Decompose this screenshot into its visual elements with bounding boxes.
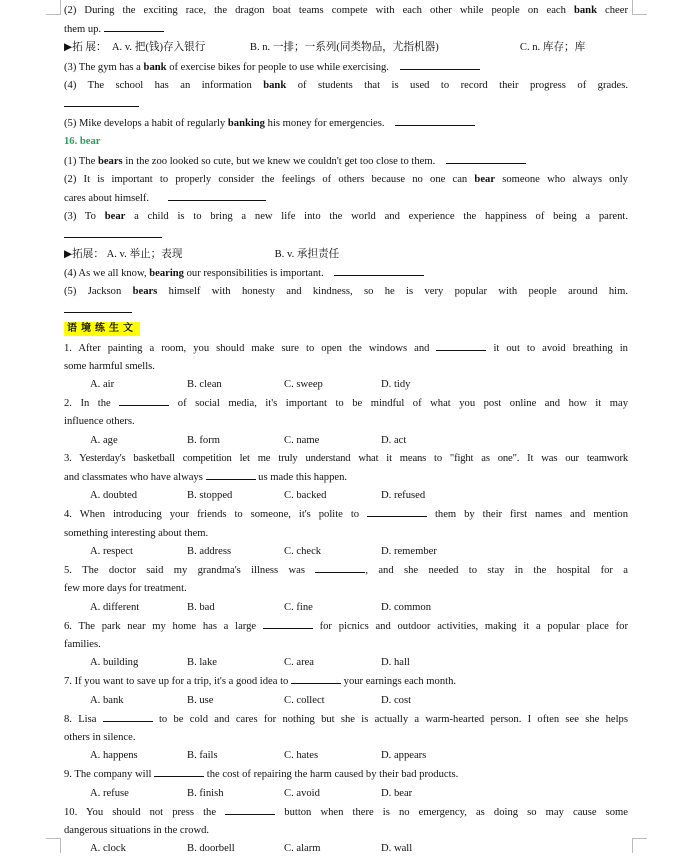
bear-sentence-3-cont: [64, 226, 628, 245]
crop-mark-top-left: [46, 0, 61, 15]
option-d[interactable]: D. cost: [381, 694, 412, 706]
option-c[interactable]: C. avoid: [284, 787, 320, 799]
option-b[interactable]: B. form: [187, 434, 220, 446]
option-a[interactable]: A. different: [90, 601, 140, 613]
answer-blank[interactable]: [64, 226, 162, 238]
option-b[interactable]: B. fails: [187, 750, 218, 762]
question-7: 7. If you want to save up for a trip, it's a good idea to your earnings each month. A. bank B. use C. collect D. cost: [64, 672, 628, 709]
option-d[interactable]: D. tidy: [381, 379, 411, 391]
option-c[interactable]: C. alarm: [284, 843, 321, 855]
option-d[interactable]: D. bear: [381, 787, 413, 799]
crop-mark-bottom-left: [46, 838, 61, 853]
option-a[interactable]: A. clock: [90, 843, 126, 855]
option-b[interactable]: B. use: [187, 694, 214, 706]
option-d[interactable]: D. act: [381, 434, 407, 446]
option-b[interactable]: B. address: [187, 545, 232, 557]
bear-sentence-5: (5) Jackson bears himself with honesty and kindness, so he is very popular with people around him.: [64, 286, 628, 298]
bank-extension: ▶拓 展： A. v. 把(钱)存入银行 B. n. 一排；一系列(同类物品，尤指机器) C. n. 库存；库: [64, 42, 586, 54]
option-c[interactable]: C. backed: [284, 490, 327, 502]
option-c[interactable]: C. name: [284, 434, 320, 446]
bear-sentence-2-cont: cares about himself.: [64, 189, 628, 208]
option-a[interactable]: A. happens: [90, 750, 138, 762]
bank-sentence-4: (4) The school has an information bank of students that is used to record their progress of grades.: [64, 79, 628, 91]
answer-blank[interactable]: [334, 264, 424, 276]
answer-blank[interactable]: [64, 95, 139, 107]
bank-sentence-2-cont: them up.: [64, 20, 628, 39]
option-c[interactable]: C. check: [284, 545, 322, 557]
bear-sentence-2: (2) It is important to properly consider the feelings of others because no one can bear someone who always only: [64, 173, 628, 185]
answer-blank[interactable]: [400, 58, 480, 70]
option-d[interactable]: D. common: [381, 601, 432, 613]
option-a[interactable]: A. respect: [90, 545, 133, 557]
answer-blank[interactable]: [367, 505, 427, 517]
bank-sentence-2: (2) During the exciting race, the dragon boat teams compete with each other while people on each bank cheer: [64, 5, 628, 16]
answer-blank[interactable]: [291, 672, 341, 684]
answer-blank[interactable]: [104, 20, 164, 32]
answer-blank[interactable]: [119, 394, 169, 406]
question-6: 6. The park near my home has a large for picnics and outdoor activities, making it a popular place for families. A. building B. lake C. area D. hall: [64, 617, 628, 673]
bear-sentence-1: (1) The bears in the zoo looked so cute, but we knew we couldn't get too close to them.: [64, 152, 628, 171]
answer-blank[interactable]: [206, 468, 256, 480]
answer-blank[interactable]: [154, 765, 204, 777]
option-d[interactable]: D. wall: [381, 843, 413, 855]
answer-blank[interactable]: [446, 152, 526, 164]
bank-sentence-4-cont: [64, 95, 628, 114]
option-b[interactable]: B. bad: [187, 601, 215, 613]
option-a[interactable]: A. air: [90, 379, 115, 391]
option-d[interactable]: D. remember: [381, 545, 437, 557]
answer-blank[interactable]: [395, 114, 475, 126]
option-d[interactable]: D. appears: [381, 750, 427, 762]
option-a[interactable]: A. bank: [90, 694, 124, 706]
option-d[interactable]: D. hall: [381, 657, 410, 669]
option-b[interactable]: B. doorbell: [187, 843, 235, 855]
bear-sentence-3: (3) To bear a child is to bring a new life into the world and experience the happiness of being a parent.: [64, 211, 628, 223]
bear-sentence-4: (4) As we all know, bearing our responsibilities is important.: [64, 264, 628, 283]
option-c[interactable]: C. fine: [284, 601, 313, 613]
bear-sentence-5-cont: [64, 301, 628, 320]
question-9: 9. The company will the cost of repairing the harm caused by their bad products. A. refuse B. finish C. avoid D. bear: [64, 765, 628, 802]
crop-mark-bottom-right: [632, 838, 647, 853]
answer-blank[interactable]: [263, 617, 313, 629]
option-b[interactable]: B. lake: [187, 657, 218, 669]
option-b[interactable]: B. stopped: [187, 490, 233, 502]
answer-blank[interactable]: [436, 339, 486, 351]
question-2: 2. In the of social media, it's important to be mindful of what you post online and how it may influence others. A. age B. form C. name D. act: [64, 394, 628, 450]
option-a[interactable]: A. refuse: [90, 787, 129, 799]
answer-blank[interactable]: [64, 301, 132, 313]
question-1: 1. After painting a room, you should make sure to open the windows and it out to avoid breathing in some harmful smells. A. air B. clean C. sweep D. tidy: [64, 339, 628, 395]
question-4: 4. When introducing your friends to someone, it's polite to them by their first names and mention something interesting about them. A. respect B. address C. check D. remember: [64, 505, 628, 561]
bank-sentence-5: (5) Mike develops a habit of regularly banking his money for emergencies.: [64, 114, 628, 133]
option-c[interactable]: C. collect: [284, 694, 325, 706]
option-b[interactable]: B. clean: [187, 379, 222, 391]
question-5: 5. The doctor said my grandma's illness was , and she needed to stay in the hospital for a few more days for treatment. A. different B. bad C. fine D. common: [64, 561, 628, 617]
answer-blank[interactable]: [315, 561, 365, 573]
question-3: 3. Yesterday's basketball competition let me truly understand what it means to "fight as one". It was our teamwork and classmates who have always us made this happen. A. doubted B. stopped C. backed D. refused: [64, 450, 628, 506]
answer-blank[interactable]: [168, 189, 266, 201]
option-b[interactable]: B. finish: [187, 787, 224, 799]
option-d[interactable]: D. refused: [381, 490, 426, 502]
question-8: 8. Lisa to be cold and cares for nothing but she is actually a warm-hearted person. I often see she helps others in silence. A. happens B. fails C. hates D. appears: [64, 710, 628, 766]
question-10: 10. You should not press the button when there is no emergency, as doing so may cause some dangerous situations in the crowd. A. clock B. doorbell C. alarm D. wall: [64, 803, 628, 858]
crop-mark-top-right: [632, 0, 647, 15]
option-c[interactable]: C. area: [284, 657, 314, 669]
option-c[interactable]: C. hates: [284, 750, 319, 762]
worksheet-page: [64, 2, 628, 858]
option-a[interactable]: A. doubted: [90, 490, 138, 502]
question-list: [64, 339, 628, 858]
answer-blank[interactable]: [225, 803, 275, 815]
section-title: 语境练生文: [64, 322, 140, 336]
bear-entry-title: 16. bear: [64, 136, 101, 148]
answer-blank[interactable]: [103, 710, 153, 722]
option-a[interactable]: A. building: [90, 657, 139, 669]
option-c[interactable]: C. sweep: [284, 379, 323, 391]
option-a[interactable]: A. age: [90, 434, 118, 446]
bank-sentence-3: (3) The gym has a bank of exercise bikes for people to use while exercising.: [64, 58, 628, 77]
bear-extension: ▶拓展： A. v. 举止；表现 B. v. 承担责任: [64, 248, 340, 260]
